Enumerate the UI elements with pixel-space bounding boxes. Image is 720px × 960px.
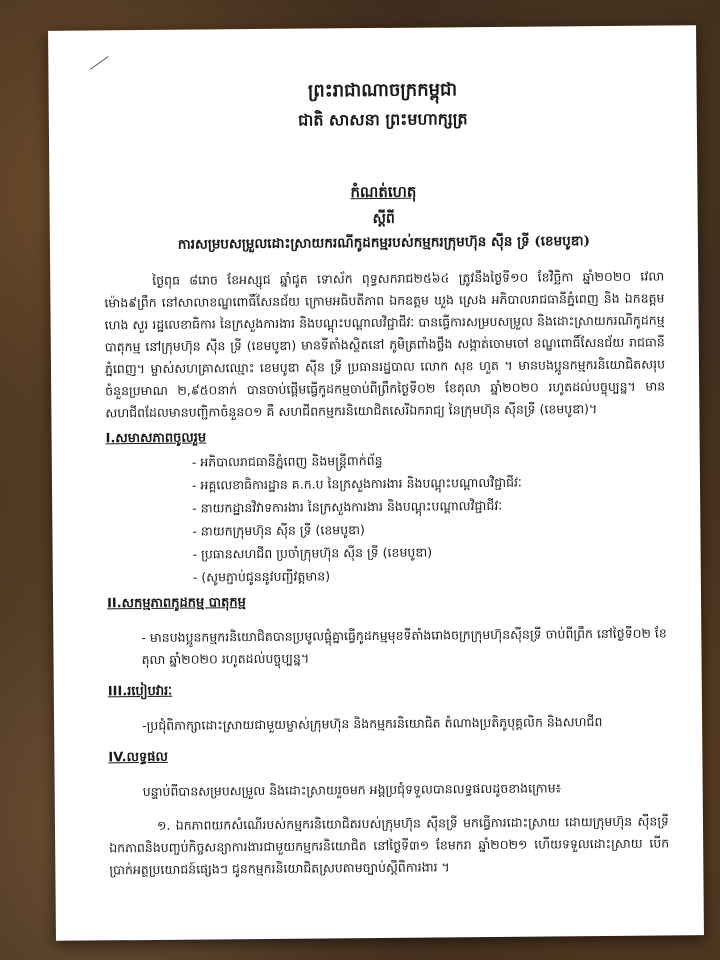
participant-item: - (សូមភ្ជាប់ជូននូវបញ្ជីវត្តមាន) — [192, 568, 331, 585]
strike-description: - មានបងប្អូនកម្មករនិយោជិតបានប្រមូលផ្តុំគ្នាធ្វើកូដកម្មមុខទីតាំងរោងចក្រក្រុមហ៊ុនស៊ីនទ្រី ចាប់ពីព្រឹក នៅថ្ងៃទី០២ ខែតុលា ឆ្នាំ២០២០ រហូតដល់បច្ចុប្បន្ន។ — [141, 624, 667, 667]
result-point-1: ១. ឯកភាពយកសំណើរបស់កម្មករនិយោជិតរបស់ក្រុមហ៊ុន ស៊ីនទ្រី មកធ្វើការដោះស្រាយ ដោយក្រុមហ៊ុន ស៊ីនទ្រី ឯកភាពនិងបញ្ចប់កិច្ចសន្យាការងារជាមួយកម្មករនិយោជិត នៅថ្ងៃទី៣១ ខែមករា ឆ្នាំ២០២១ ហើយទទួលដោះស្រាយ បើកប្រាក់អត្ថប្រយោជន៍ផ្សេងៗ ជូនកម្មករនិយោជិតស្របតាមច្បាប់ស្តីពីការងារ ។ — [109, 813, 670, 878]
section-results-heading: IV.លទ្ធផល — [108, 749, 168, 766]
participant-item: - នាយកក្រុមហ៊ុន ស៊ីន ទ្រី (ខេមបូឌា) — [192, 522, 365, 539]
section-agenda-heading: III.របៀបវារៈ — [107, 683, 173, 700]
section-strike-heading: II.សកម្មភាពកូដកម្ម បាតុកម្ម — [106, 595, 246, 612]
participant-item: - អគ្គលេខាធិការដ្ឋាន គ.ក.ប នៃក្រសួងការងារ និងបណ្តុះបណ្តាលវិជ្ជាជីវៈ — [191, 474, 522, 493]
paper-fold-mark — [90, 56, 108, 70]
document-about-label: ស្តីពី — [372, 210, 395, 228]
section-participants-heading: I.សមាសភាពចូលរួម — [105, 430, 207, 447]
kingdom-heading: ព្រះរាជាណាចក្រកម្ពុជា — [307, 79, 458, 102]
agenda-description: -ប្រជុំពិភាក្សាដោះស្រាយជាមួយម្ចាស់ក្រុមហ៊ុន និងកម្មករនិយោជិត តំណាងប្រតិភូបុគ្គលិក និងសហជីព — [142, 713, 603, 733]
participant-item: - ប្រធានសហជីព ប្រចាំក្រុមហ៊ុន ស៊ីន ទ្រី (ខេមបូឌា) — [192, 544, 433, 562]
document-title: កំណត់ហេតុ — [350, 182, 417, 202]
intro-paragraph: ថ្ងៃពុធ ៨រោច ខែអស្សុជ ឆ្នាំជូត ទោស័ក ពុទ្ធសករាជ២៥៦៤ ត្រូវនឹងថ្ងៃទី១០ ខែវិច្ឆិកា ឆ្នាំ២០២០ វេលាម៉ោង៩ព្រឹក នៅសាលាខណ្ឌពោធិ៍សែនជ័យ ក្រោមអធិបតីភាព ឯកឧត្តម ឃួង ស្រេង អភិបាលរាជធានីភ្នំពេញ និង ឯកឧត្តម ហេង សួរ រដ្ឋលេខាធិការ នៃក្រសួងការងារ និងបណ្តុះបណ្តាលវិជ្ជាជីវៈ បានធ្វើការសម្របសម្រួល និងដោះស្រាយករណីកូដកម្ម បាតុកម្ម នៅក្រុមហ៊ុន ស៊ីន ទ្រី (ខេមបូឌា) មានទីតាំងស្ថិតនៅ ភូមិត្រពាំងថ្លឹង សង្កាត់ចោមចៅ ខណ្ឌពោធិ៍សែនជ័យ រាជធានីភ្នំពេញ។ ម្ចាស់សហគ្រាសឈ្មោះ ខេមបូឌា ស៊ីន ទ្រី ប្រធានរដ្ឋបាល លោក សុខ ហួត ។ មានបងប្អូនកម្មករនិយោជិតសរុបចំនួនប្រមាណ ២,៩៥០នាក់ បានចាប់ផ្តើមធ្វើកូដកម្មចាប់ពីព្រឹកថ្ងៃទី០២ ខែតុលា ឆ្នាំ២០២០ រហូតដល់បច្ចុប្បន្ន។ មានសហជីពដែលមានបញ្ជិកាចំនួន០១ គឺ សហជីពកម្មករនិយោជិតសេរីឯករាជ្យ នៃក្រុមហ៊ុន ស៊ីនទ្រី (ខេមបូឌា)។ — [104, 268, 666, 421]
participant-item: - អភិបាលរាជធានីភ្នំពេញ និងមន្ត្រីពាក់ព័ន្ធ — [191, 452, 383, 470]
results-lead: បន្ទាប់ពីបានសម្របសម្រួល និងដោះស្រាយរួចមក អង្គប្រជុំទទួលបានលទ្ធផលដូចខាងក្រោម៖ — [142, 779, 562, 799]
document-page — [48, 25, 704, 941]
participant-item: - នាយកដ្ឋានវិវាទការងារ នៃក្រសួងការងារ និងបណ្តុះបណ្តាលវិជ្ជាជីវៈ — [192, 497, 503, 516]
national-motto: ជាតិ សាសនា ព្រះមហាក្សត្រ — [297, 109, 468, 130]
document-subject: ការសម្របសម្រួលដោះស្រាយករណីកូដកម្មរបស់កម្មករក្រុមហ៊ុន ស៊ីន ទ្រី (ខេមបូឌា) — [177, 233, 591, 253]
